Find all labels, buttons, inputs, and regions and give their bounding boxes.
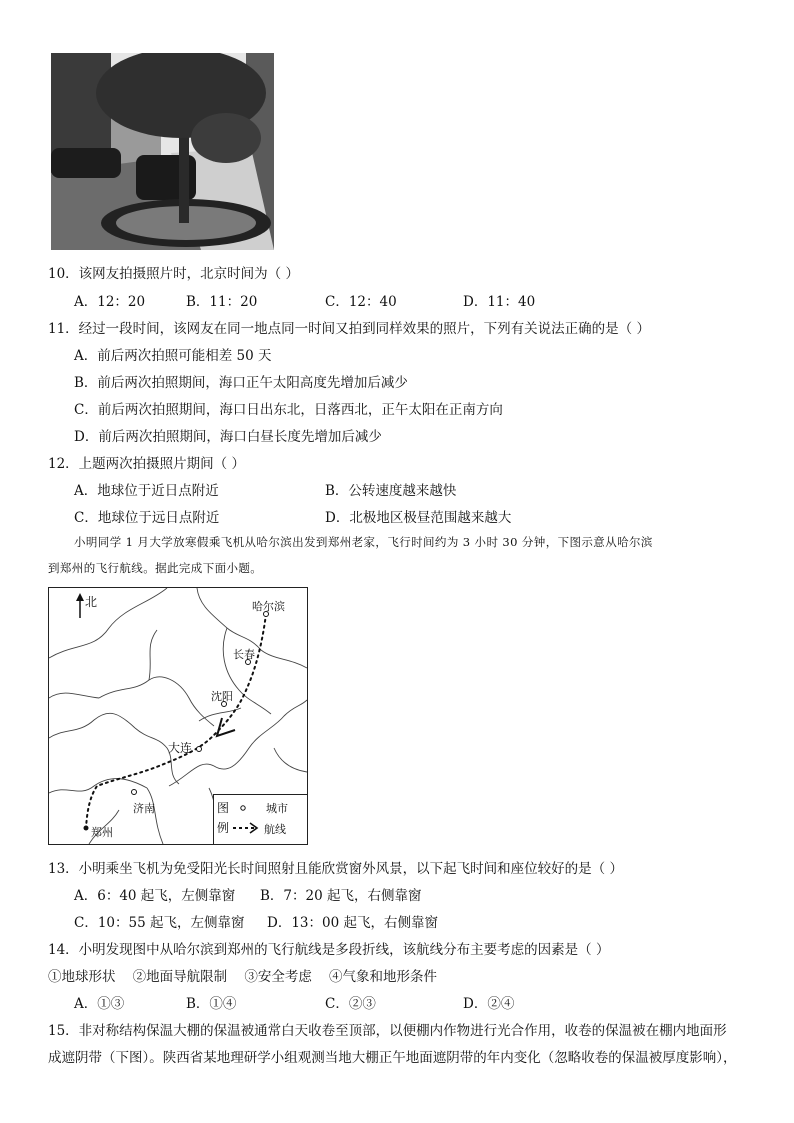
q15-line-1: 15．非对称结构保温大棚的保温被通常白天收卷至顶部，以便棚内作物进行光合作用，收卷的保温被在棚内地面形 [48, 1023, 727, 1039]
q13-stem: 13．小明乘坐飞机为免受阳光长时间照射且能欣赏窗外风景，以下起飞时间和座位较好的是（ ） [48, 861, 623, 877]
q13-option-a[interactable]: A．6：40 起飞，左侧靠窗 [74, 888, 236, 904]
city-dot-zhengzhou [84, 826, 89, 831]
q14-option-b[interactable]: B．①④ [186, 996, 237, 1012]
q13-option-c[interactable]: C．10：55 起飞，左侧靠窗 [74, 915, 245, 931]
q14-factors: ①地球形状 ②地面导航限制 ③安全考虑 ④气象和地形条件 [48, 969, 437, 985]
q14-option-c[interactable]: C．②③ [325, 996, 376, 1012]
q12-stem: 12．上题两次拍摄照片期间（ ） [48, 456, 245, 472]
city-label-dalian: 大连 [168, 741, 193, 755]
legend-title-2: 例 [217, 821, 230, 835]
q11-option-c[interactable]: C．前后两次拍照期间，海口日出东北，日落西北，正午太阳在正南方向 [74, 402, 503, 418]
q14-option-a[interactable]: A．①③ [74, 996, 125, 1012]
q10-option-d[interactable]: D．11：40 [463, 294, 536, 310]
legend-city-icon [241, 806, 245, 810]
q13-option-b[interactable]: B．7：20 起飞，右侧靠窗 [260, 888, 422, 904]
q11-stem: 11．经过一段时间，该网友在同一地点同一时间又拍到同样效果的照片，下列有关说法正确的是（ ） [48, 321, 650, 337]
legend-title-1: 图 [217, 801, 230, 815]
street-photo [51, 53, 274, 250]
city-label-shenyang: 沈阳 [211, 690, 233, 703]
q11-option-b[interactable]: B．前后两次拍照期间，海口正午太阳高度先增加后减少 [74, 375, 408, 391]
route-map [48, 587, 308, 845]
q14-option-d[interactable]: D．②④ [463, 996, 515, 1012]
q12-option-d[interactable]: D．北极地区极昼范围越来越大 [325, 510, 512, 526]
map-legend [213, 794, 308, 845]
q13-option-d[interactable]: D．13：00 起飞，右侧靠窗 [267, 915, 438, 931]
q15-line-2: 成遮阴带（下图）。陕西省某地理研学小组观测当地大棚正午地面遮阴带的年内变化（忽略收卷的保温被厚度影响）， [48, 1050, 737, 1066]
legend-city-label: 城市 [266, 802, 288, 815]
city-dot-jinan [132, 790, 137, 795]
city-label-harbin: 哈尔滨 [252, 600, 285, 613]
q10-option-b[interactable]: B．11：20 [186, 294, 258, 310]
city-label-jinan: 济南 [133, 802, 155, 815]
q10-stem: 10．该网友拍摄照片时，北京时间为（ ） [48, 266, 299, 282]
legend-route-label: 航线 [264, 823, 286, 836]
north-label: 北 [85, 595, 98, 609]
q10-option-a[interactable]: A．12：20 [74, 294, 146, 310]
city-dot-dalian [197, 747, 202, 752]
q12-option-a[interactable]: A．地球位于近日点附近 [74, 483, 219, 499]
q11-option-a[interactable]: A．前后两次拍照可能相差 50 天 [74, 348, 272, 364]
q11-option-d[interactable]: D．前后两次拍照期间，海口白昼长度先增加后减少 [74, 429, 382, 445]
city-label-changchun: 长春 [233, 648, 255, 661]
city-label-zhengzhou: 郑州 [91, 826, 113, 839]
q10-option-c[interactable]: C．12：40 [325, 294, 397, 310]
intro-line-1: 小明同学 1 月大学放寒假乘飞机从哈尔滨出发到郑州老家，飞行时间约为 3 小时 30 分钟，下图示意从哈尔滨 [74, 535, 653, 549]
q12-option-b[interactable]: B．公转速度越来越快 [325, 483, 457, 499]
q14-stem: 14．小明发现图中从哈尔滨到郑州的飞行航线是多段折线，该航线分布主要考虑的因素是（ ） [48, 942, 610, 958]
intro-line-2: 到郑州的飞行航线。据此完成下面小题。 [48, 561, 263, 575]
q12-option-c[interactable]: C．地球位于远日点附近 [74, 510, 220, 526]
